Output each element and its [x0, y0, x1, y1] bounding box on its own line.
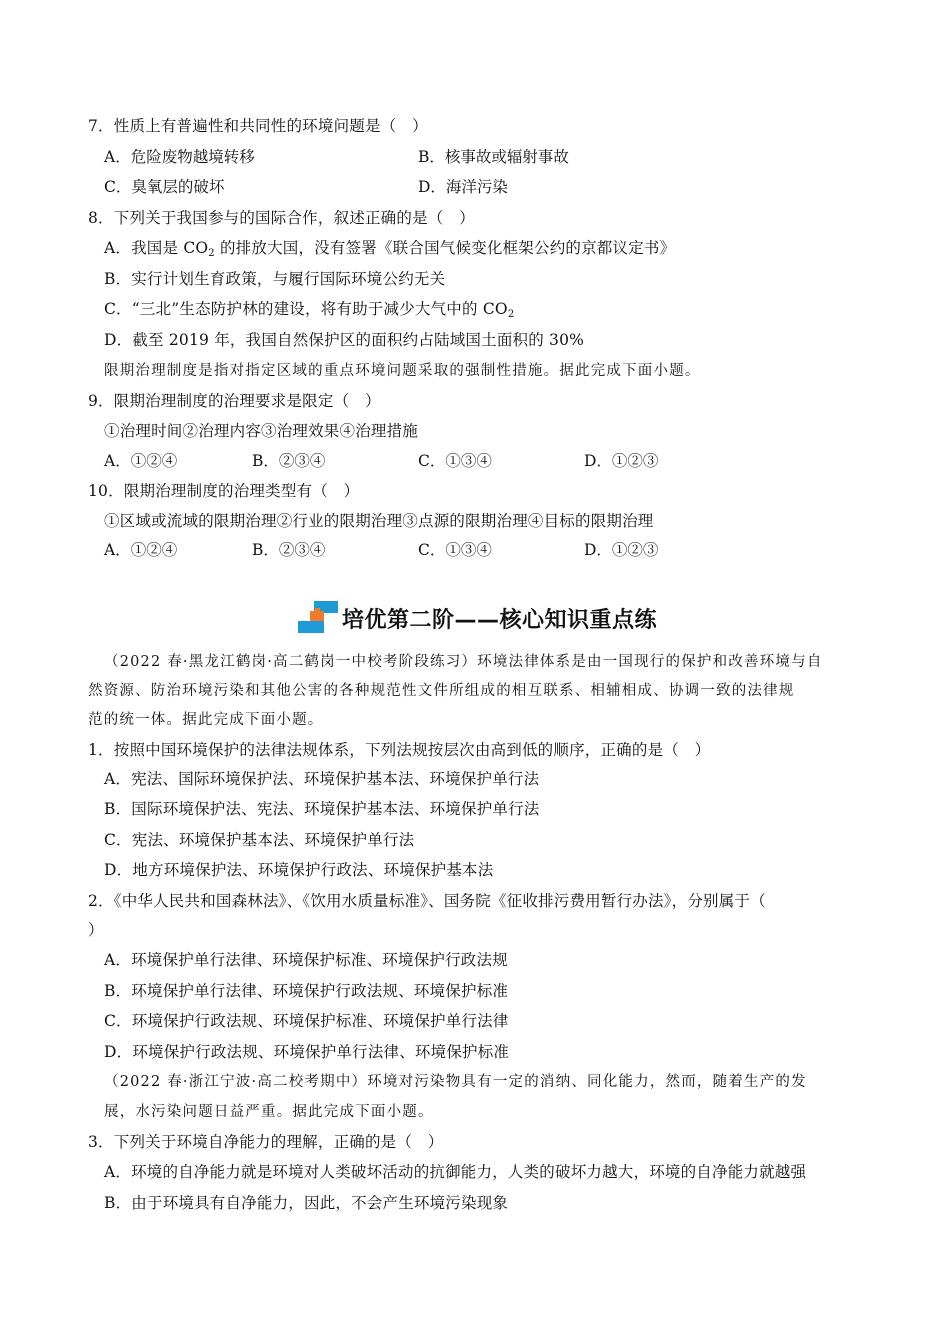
question-7-stem: 7．性质上有普遍性和共同性的环境问题是（ ）: [88, 117, 428, 135]
question-9-items: ①治理时间②治理内容③治理效果④治理措施: [104, 422, 419, 440]
option-a-pre: A．我国是 CO: [104, 239, 209, 257]
question-9-option-b: B．②③④: [252, 452, 326, 470]
question-2-stem: 2．《中华人民共和国森林法》、《饮用水质量标准》、国务院《征收排污费用暂行办法》，分别属于（: [88, 892, 766, 910]
question-7-option-d: D．海洋污染: [418, 178, 508, 196]
question-1-stem: 1．按照中国环境保护的法律法规体系，下列法规按层次由高到低的顺序，正确的是（ ）: [88, 741, 711, 759]
section-header: [298, 600, 657, 636]
question-8-option-b: B．实行计划生育政策，与履行国际环境公约无关: [104, 270, 446, 288]
blocks-logo-icon: [298, 601, 338, 635]
passage-2-line-1: （2022 春·浙江宁波·高二校考期中）环境对污染物具有一定的消纳、同化能力，然而，随着生产的发: [104, 1074, 807, 1090]
passage-limit-governance: 限期治理制度是指对指定区域的重点环境问题采取的强制性措施。据此完成下面小题。: [104, 363, 701, 379]
question-8-option-a: [104, 238, 675, 258]
option-c-pre: C．“三北”生态防护林的建设，将有助于减少大气中的 CO: [104, 300, 508, 318]
question-8-option-c: [104, 299, 514, 319]
section-title: 培优第二阶——核心知识重点练: [342, 607, 658, 633]
question-1-option-c: C．宪法、环境保护基本法、环境保护单行法: [104, 831, 415, 849]
question-8-stem: 8．下列关于我国参与的国际合作，叙述正确的是（ ）: [88, 209, 475, 227]
question-3-option-b: B．由于环境具有自净能力，因此，不会产生环境污染现象: [104, 1194, 509, 1212]
question-10-option-c: C．①③④: [418, 541, 492, 559]
question-9-option-d: D．①②③: [584, 452, 659, 470]
subscript-2: 2: [507, 309, 515, 320]
question-1-option-a: A．宪法、国际环境保护法、环境保护基本法、环境保护单行法: [104, 770, 540, 788]
passage-1-line-3: 范的统一体。据此完成下面小题。: [88, 712, 324, 728]
question-9-option-c: C．①③④: [418, 452, 492, 470]
question-2-option-c: C．环境保护行政法规、环境保护标准、环境保护单行法律: [104, 1012, 509, 1030]
question-10-option-a: A．①②④: [104, 541, 178, 559]
question-3-stem: 3．下列关于环境自净能力的理解，正确的是（ ）: [88, 1133, 444, 1151]
question-2-option-b: B．环境保护单行法律、环境保护行政法规、环境保护标准: [104, 982, 509, 1000]
question-7-option-b: B．核事故或辐射事故: [418, 148, 569, 166]
question-10-stem: 10．限期治理制度的治理类型有（ ）: [88, 482, 360, 500]
question-2-option-a: A．环境保护单行法律、环境保护标准、环境保护行政法规: [104, 951, 508, 969]
question-10-option-d: D．①②③: [584, 541, 659, 559]
question-9-option-a: A．①②④: [104, 452, 178, 470]
question-1-option-b: B．国际环境保护法、宪法、环境保护基本法、环境保护单行法: [104, 800, 540, 818]
option-a-post: 的排放大国，没有签署《联合国气候变化框架公约的京都议定书》: [214, 239, 676, 257]
question-9-stem: 9．限期治理制度的治理要求是限定（ ）: [88, 392, 381, 410]
question-8-option-d: D．截至 2019 年，我国自然保护区的面积约占陆域国土面积的 30%: [104, 331, 585, 349]
question-7-option-a: A．危险废物越境转移: [104, 148, 255, 166]
question-1-option-d: D．地方环境保护法、环境保护行政法、环境保护基本法: [104, 861, 494, 879]
question-10-items: ①区域或流域的限期治理②行业的限期治理③点源的限期治理④目标的限期治理: [104, 512, 654, 530]
question-3-option-a: A．环境的自净能力就是环境对人类破坏活动的抗御能力，人类的破坏力越大，环境的自净能力就越强: [104, 1163, 807, 1181]
question-10-option-b: B．②③④: [252, 541, 326, 559]
subscript-2: 2: [208, 248, 215, 259]
passage-1-line-2: 然资源、防治环境污染和其他公害的各种规范性文件所组成的相互联系、相辅相成、协调一致的法律规: [88, 683, 795, 699]
passage-1-line-1: （2022 春·黑龙江鹤岗·高二鹤岗一中校考阶段练习）环境法律体系是由一国现行的保护和改善环境与自: [104, 654, 823, 670]
passage-2-line-2: 展，水污染问题日益严重。据此完成下面小题。: [104, 1104, 434, 1120]
question-2-stem-cont: ）: [88, 921, 104, 939]
question-2-option-d: D．环境保护行政法规、环境保护单行法律、环境保护标准: [104, 1043, 510, 1061]
question-7-option-c: C．臭氧层的破坏: [104, 178, 225, 196]
